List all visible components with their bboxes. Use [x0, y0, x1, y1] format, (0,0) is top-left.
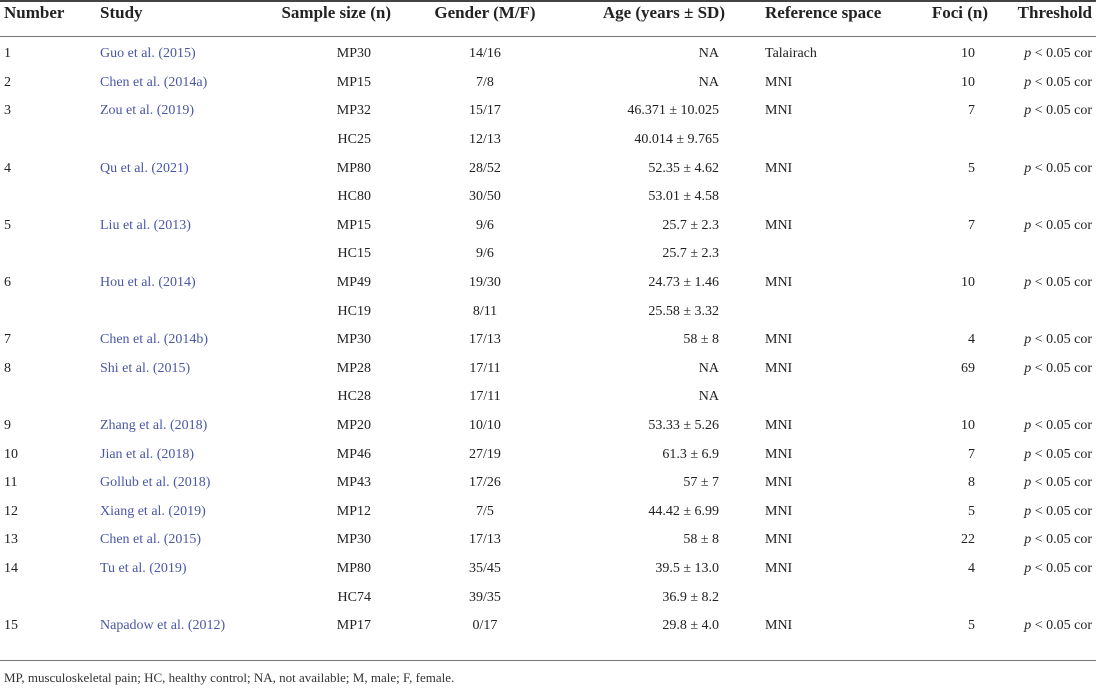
- cell-age: 25.7 ± 2.3: [662, 217, 719, 233]
- cell-foci: 7: [968, 217, 975, 233]
- threshold-value: < 0.05 cor: [1031, 618, 1092, 634]
- cell-threshold: [1008, 240, 1096, 269]
- cell-study: [100, 526, 262, 555]
- cell-reference-space: MNI: [765, 275, 793, 291]
- threshold-p: p: [1024, 532, 1032, 548]
- header-foci: Foci (n): [931, 3, 988, 22]
- header-reference-space: Reference space: [765, 3, 882, 22]
- cell-foci: [898, 240, 1008, 269]
- threshold-p: p: [1024, 275, 1032, 291]
- study-citation-link[interactable]: Liu et al. (2013): [100, 217, 191, 233]
- cell-age: 44.42 ± 6.99: [648, 503, 719, 519]
- cell-reference-space: MNI: [765, 446, 793, 462]
- cell-threshold: [1008, 326, 1096, 355]
- cell-age: 58 ± 8: [683, 332, 719, 348]
- study-citation-link[interactable]: Xiang et al. (2019): [100, 503, 206, 519]
- cell-sample-size: HC28: [337, 389, 371, 405]
- cell-sample-size: MP80: [336, 160, 371, 176]
- cell-number: [0, 583, 100, 612]
- cell-gender: 28/52: [469, 160, 501, 176]
- cell-reference-space: [733, 583, 898, 612]
- cell-reference-space: MNI: [765, 217, 793, 233]
- study-citation-link[interactable]: Hou et al. (2014): [100, 275, 196, 291]
- cell-number: [0, 383, 100, 412]
- cell-sample-size: MP43: [336, 475, 371, 491]
- cell-gender: 10/10: [469, 418, 501, 434]
- table-body: [0, 26, 1096, 640]
- cell-age: 57 ± 7: [683, 475, 719, 491]
- threshold-value: < 0.05 cor: [1031, 332, 1092, 348]
- study-citation-link[interactable]: Napadow et al. (2012): [100, 618, 226, 634]
- table-row: [0, 183, 1096, 212]
- threshold-value: < 0.05 cor: [1031, 418, 1092, 434]
- cell-study: [100, 355, 262, 384]
- cell-sample-size: MP30: [336, 532, 371, 548]
- header-sample-size: Sample size (n): [281, 3, 391, 22]
- cell-reference-space: MNI: [765, 360, 793, 376]
- cell-gender: 14/16: [469, 46, 501, 62]
- cell-threshold: [1008, 583, 1096, 612]
- cell-number: 3: [4, 103, 11, 119]
- cell-threshold: [1008, 526, 1096, 555]
- cell-gender: 17/13: [469, 532, 501, 548]
- cell-sample-size: MP80: [336, 560, 371, 576]
- cell-number: 12: [4, 503, 18, 519]
- cell-gender: 9/6: [476, 217, 494, 233]
- table-row: [0, 440, 1096, 469]
- study-citation-link[interactable]: Shi et al. (2015): [100, 360, 191, 376]
- cell-foci: 69: [961, 360, 975, 376]
- cell-foci: [898, 126, 1008, 155]
- cell-reference-space: MNI: [765, 532, 793, 548]
- cell-gender: 0/17: [472, 618, 498, 634]
- header-study: Study: [100, 3, 143, 22]
- cell-age: NA: [698, 360, 719, 376]
- threshold-value: < 0.05 cor: [1031, 360, 1092, 376]
- cell-study: [100, 154, 262, 183]
- cell-threshold: [1008, 355, 1096, 384]
- threshold-p: p: [1024, 160, 1032, 176]
- cell-age: 58 ± 8: [683, 532, 719, 548]
- cell-age: 25.7 ± 2.3: [662, 246, 719, 262]
- cell-age: 53.01 ± 4.58: [648, 189, 719, 205]
- cell-study: [100, 97, 262, 126]
- threshold-p: p: [1024, 46, 1032, 62]
- cell-age: NA: [698, 46, 719, 62]
- cell-threshold: [1008, 469, 1096, 498]
- cell-study: [100, 469, 262, 498]
- cell-foci: 5: [968, 160, 975, 176]
- cell-reference-space: MNI: [765, 475, 793, 491]
- header-number: Number: [4, 3, 65, 22]
- cell-reference-space: MNI: [765, 74, 793, 90]
- study-citation-link[interactable]: Gollub et al. (2018): [100, 475, 211, 491]
- cell-gender: 17/13: [469, 332, 501, 348]
- cell-study: [100, 183, 262, 212]
- cell-foci: 10: [961, 418, 975, 434]
- cell-sample-size: MP12: [336, 503, 371, 519]
- cell-reference-space: [733, 297, 898, 326]
- cell-gender: 17/26: [469, 475, 501, 491]
- table-row: [0, 498, 1096, 527]
- table-row: [0, 355, 1096, 384]
- cell-foci: [898, 583, 1008, 612]
- cell-number: 9: [4, 418, 11, 434]
- cell-age: NA: [698, 74, 719, 90]
- cell-number: 10: [4, 446, 18, 462]
- cell-foci: 8: [968, 475, 975, 491]
- cell-study: [100, 69, 262, 98]
- cell-age: NA: [698, 389, 719, 405]
- cell-sample-size: HC15: [337, 246, 371, 262]
- threshold-p: p: [1024, 503, 1032, 519]
- study-citation-link[interactable]: Jian et al. (2018): [100, 446, 195, 462]
- table-row: [0, 40, 1096, 69]
- header-age: Age (years ± SD): [602, 3, 725, 22]
- cell-sample-size: MP17: [336, 618, 371, 634]
- table-footnote: MP, musculoskeletal pain; HC, healthy control; NA, not available; M, male; F, female.: [4, 670, 455, 685]
- cell-foci: 10: [961, 46, 975, 62]
- cell-sample-size: HC80: [337, 189, 371, 205]
- bottom-rule: [0, 660, 1096, 661]
- cell-gender: 17/11: [469, 389, 501, 405]
- cell-study: [100, 440, 262, 469]
- threshold-p: p: [1024, 446, 1032, 462]
- cell-threshold: [1008, 269, 1096, 298]
- table-row: [0, 583, 1096, 612]
- cell-reference-space: MNI: [765, 618, 793, 634]
- cell-gender: 9/6: [476, 246, 494, 262]
- cell-number: [0, 183, 100, 212]
- cell-sample-size: HC25: [337, 132, 371, 148]
- cell-gender: 30/50: [469, 189, 501, 205]
- table-row: [0, 126, 1096, 155]
- cell-study: [100, 612, 262, 641]
- cell-foci: [898, 183, 1008, 212]
- cell-number: 4: [4, 160, 11, 176]
- threshold-value: < 0.05 cor: [1031, 275, 1092, 291]
- header-row: [0, 0, 1096, 26]
- threshold-p: p: [1024, 618, 1032, 634]
- cell-sample-size: MP28: [336, 360, 371, 376]
- cell-age: 53.33 ± 5.26: [648, 418, 719, 434]
- cell-sample-size: MP20: [336, 418, 371, 434]
- cell-age: 46.371 ± 10.025: [627, 103, 719, 119]
- threshold-value: < 0.05 cor: [1031, 475, 1092, 491]
- cell-age: 29.8 ± 4.0: [662, 618, 719, 634]
- threshold-p: p: [1024, 217, 1032, 233]
- threshold-value: < 0.05 cor: [1031, 503, 1092, 519]
- cell-number: [0, 297, 100, 326]
- study-citation-link[interactable]: Zou et al. (2019): [100, 103, 195, 119]
- cell-threshold: [1008, 612, 1096, 641]
- cell-age: 39.5 ± 13.0: [655, 560, 719, 576]
- cell-foci: 10: [961, 74, 975, 90]
- table-row: [0, 526, 1096, 555]
- cell-study: [100, 40, 262, 69]
- cell-gender: 19/30: [469, 275, 501, 291]
- table-row: [0, 297, 1096, 326]
- cell-reference-space: MNI: [765, 103, 793, 119]
- cell-sample-size: MP30: [336, 332, 371, 348]
- study-citation-link[interactable]: Tu et al. (2019): [100, 560, 187, 576]
- table-row: [0, 412, 1096, 441]
- cell-threshold: [1008, 383, 1096, 412]
- threshold-p: p: [1024, 332, 1032, 348]
- threshold-value: < 0.05 cor: [1031, 46, 1092, 62]
- cell-threshold: [1008, 126, 1096, 155]
- threshold-value: < 0.05 cor: [1031, 446, 1092, 462]
- threshold-value: < 0.05 cor: [1031, 560, 1092, 576]
- cell-gender: 7/5: [476, 503, 494, 519]
- cell-sample-size: HC19: [337, 303, 371, 319]
- cell-study: [100, 412, 262, 441]
- threshold-value: < 0.05 cor: [1031, 217, 1092, 233]
- cell-foci: 4: [968, 332, 975, 348]
- cell-threshold: [1008, 297, 1096, 326]
- threshold-p: p: [1024, 103, 1032, 119]
- cell-study: [100, 297, 262, 326]
- cell-gender: 17/11: [469, 360, 501, 376]
- threshold-p: p: [1024, 475, 1032, 491]
- cell-age: 24.73 ± 1.46: [648, 275, 719, 291]
- cell-gender: 7/8: [476, 74, 494, 90]
- table-row: [0, 326, 1096, 355]
- cell-foci: [898, 383, 1008, 412]
- cell-gender: 27/19: [469, 446, 501, 462]
- cell-study: [100, 326, 262, 355]
- cell-foci: 7: [968, 446, 975, 462]
- cell-sample-size: HC74: [337, 589, 371, 605]
- study-citation-link[interactable]: Chen et al. (2014a): [100, 74, 208, 90]
- cell-gender: 39/35: [469, 589, 501, 605]
- threshold-p: p: [1024, 560, 1032, 576]
- threshold-value: < 0.05 cor: [1031, 160, 1092, 176]
- cell-number: 14: [4, 560, 18, 576]
- cell-threshold: [1008, 498, 1096, 527]
- cell-reference-space: [733, 383, 898, 412]
- threshold-p: p: [1024, 418, 1032, 434]
- cell-study: [100, 126, 262, 155]
- cell-threshold: [1008, 412, 1096, 441]
- threshold-value: < 0.05 cor: [1031, 74, 1092, 90]
- cell-foci: [898, 297, 1008, 326]
- cell-foci: 10: [961, 275, 975, 291]
- cell-threshold: [1008, 97, 1096, 126]
- cell-threshold: [1008, 440, 1096, 469]
- cell-foci: 4: [968, 560, 975, 576]
- cell-number: [0, 126, 100, 155]
- study-citation-link[interactable]: Chen et al. (2014b): [100, 332, 209, 348]
- cell-number: 1: [4, 46, 11, 62]
- cell-number: 2: [4, 74, 11, 90]
- threshold-p: p: [1024, 74, 1032, 90]
- cell-reference-space: [733, 183, 898, 212]
- cell-gender: 8/11: [472, 303, 498, 319]
- table-row: [0, 612, 1096, 641]
- cell-gender: 35/45: [469, 560, 501, 576]
- table-row: [0, 212, 1096, 241]
- cell-threshold: [1008, 212, 1096, 241]
- cell-age: 36.9 ± 8.2: [662, 589, 719, 605]
- cell-foci: 7: [968, 103, 975, 119]
- study-citation-link[interactable]: Chen et al. (2015): [100, 532, 202, 548]
- cell-study: [100, 240, 262, 269]
- cell-study: [100, 212, 262, 241]
- cell-study: [100, 498, 262, 527]
- table-row: [0, 269, 1096, 298]
- cell-sample-size: MP30: [336, 46, 371, 62]
- table-row: [0, 154, 1096, 183]
- cell-sample-size: MP15: [336, 217, 371, 233]
- cell-sample-size: MP49: [336, 275, 371, 291]
- cell-sample-size: MP46: [336, 446, 371, 462]
- cell-number: 7: [4, 332, 11, 348]
- cell-study: [100, 269, 262, 298]
- cell-threshold: [1008, 69, 1096, 98]
- cell-number: 11: [4, 475, 18, 491]
- table-row: [0, 469, 1096, 498]
- cell-number: 5: [4, 217, 11, 233]
- cell-sample-size: MP32: [336, 103, 371, 119]
- cell-number: 15: [4, 618, 18, 634]
- cell-reference-space: MNI: [765, 560, 793, 576]
- cell-age: 40.014 ± 9.765: [634, 132, 719, 148]
- table-row: [0, 555, 1096, 584]
- study-citation-link[interactable]: Zhang et al. (2018): [100, 418, 208, 434]
- cell-foci: 5: [968, 618, 975, 634]
- cell-threshold: [1008, 183, 1096, 212]
- table-row: [0, 383, 1096, 412]
- cell-study: [100, 555, 262, 584]
- study-citation-link[interactable]: Guo et al. (2015): [100, 46, 196, 62]
- cell-threshold: [1008, 555, 1096, 584]
- cell-age: 52.35 ± 4.62: [648, 160, 719, 176]
- cell-number: 13: [4, 532, 18, 548]
- cell-number: [0, 240, 100, 269]
- cell-foci: 5: [968, 503, 975, 519]
- cell-sample-size: MP15: [336, 74, 371, 90]
- cell-reference-space: [733, 240, 898, 269]
- cell-threshold: [1008, 154, 1096, 183]
- cell-study: [100, 583, 262, 612]
- table-row: [0, 97, 1096, 126]
- cell-study: [100, 383, 262, 412]
- cell-age: 25.58 ± 3.32: [648, 303, 719, 319]
- study-citation-link[interactable]: Qu et al. (2021): [100, 160, 189, 176]
- threshold-value: < 0.05 cor: [1031, 532, 1092, 548]
- cell-reference-space: MNI: [765, 332, 793, 348]
- header-threshold: Threshold: [1017, 3, 1092, 22]
- header-gender: Gender (M/F): [434, 3, 536, 22]
- threshold-value: < 0.05 cor: [1031, 103, 1092, 119]
- threshold-p: p: [1024, 360, 1032, 376]
- cell-foci: 22: [961, 532, 975, 548]
- cell-number: 6: [4, 275, 11, 291]
- cell-gender: 12/13: [469, 132, 501, 148]
- cell-reference-space: Talairach: [765, 46, 817, 62]
- cell-threshold: [1008, 40, 1096, 69]
- cell-number: 8: [4, 360, 11, 376]
- table-row: [0, 240, 1096, 269]
- cell-reference-space: MNI: [765, 160, 793, 176]
- cell-reference-space: [733, 126, 898, 155]
- cell-age: 61.3 ± 6.9: [662, 446, 719, 462]
- cell-gender: 15/17: [469, 103, 501, 119]
- table-row: [0, 69, 1096, 98]
- cell-reference-space: MNI: [765, 503, 793, 519]
- cell-reference-space: MNI: [765, 418, 793, 434]
